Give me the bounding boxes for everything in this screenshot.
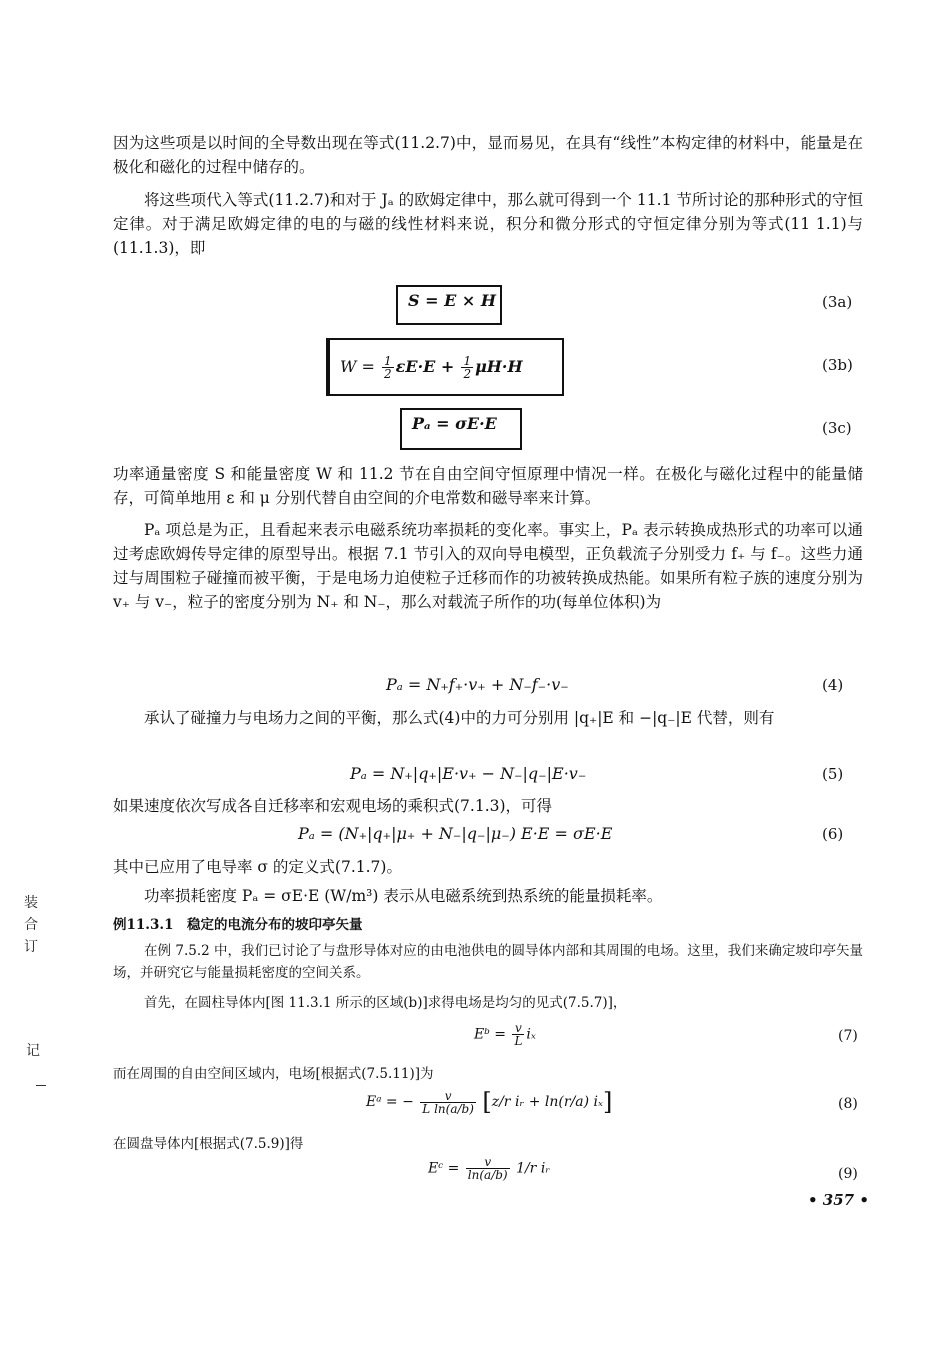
equation-8-lhs: Eᵃ = − <box>366 1094 414 1110</box>
equation-3b <box>340 354 523 381</box>
paragraph-1: 因为这些项是以时间的全导数出现在等式(11.2.7)中，显而易见，在具有“线性”本构定律的材料中，能量是在极化和磁化的过程中储存的。 <box>113 134 863 176</box>
equation-3c-box <box>400 408 522 450</box>
equation-4: Pₐ = N₊f₊·v₊ + N₋f₋·v₋ <box>386 675 569 694</box>
equation-3c: Pₐ = σE·E <box>412 414 497 433</box>
paragraph-6: 如果速度依次写成各自迁移率和宏观电场的乘积式(7.1.3)，可得 <box>113 797 553 815</box>
equation-7 <box>474 1022 536 1047</box>
equation-5: Pₐ = N₊|q₊|E·v₊ − N₋|q₋|E·v₋ <box>350 764 587 783</box>
equation-3b-box <box>326 338 564 396</box>
paragraph-5: 承认了碰撞力与电场力之间的平衡，那么式(4)中的力可分别用 |q₊|E 和 −|q₋|E 代替，则有 <box>144 709 775 727</box>
equation-3b-lhs: W = <box>340 357 375 376</box>
half-fraction-1: $\frac{1}{2}$ <box>384 354 392 381</box>
margin-note-3: 订 <box>24 939 38 955</box>
equation-3a: S = E × H <box>408 291 496 310</box>
equation-3a-box <box>396 285 502 325</box>
paragraph-3: 功率通量密度 S 和能量密度 W 和 11.2 节在自由空间守恒原理中情况一样。在极化与磁化过程中的能量储存，可简单地用 ε 和 μ 分别代替自由空间的介电常数和磁导率来计算。 <box>113 465 863 507</box>
margin-note-1: 装 <box>24 895 38 911</box>
paragraph-4: Pₐ 项总是为正，且看起来表示电磁系统功率损耗的变化率。事实上，Pₐ 表示转换成热形式的功率可以通过考虑欧姆传导定律的原型导出。根据 7.1 节引入的双向导电模型，正负载流子分别受力 f₊ 与 f₋。这些力通过与周围粒子碰撞而被平衡，于是电场力迫使粒子迁移而作的功被转换成热能。如果所有粒子族的速度分别为 v₊ 与 v₋，粒子的密度分别为 N₊ 和 N₋，那么对载流子所作的功(每单位体积)为 <box>113 521 863 611</box>
equation-3b-term2: μH·H <box>475 357 523 376</box>
example-heading: 例11.3.1 稳定的电流分布的坡印亭矢量 <box>113 917 363 933</box>
margin-note-4: 记 <box>26 1043 40 1059</box>
margin-mark <box>36 1085 46 1086</box>
paragraph-12: 在圆盘导体内[根据式(7.5.9)]得 <box>113 1136 304 1152</box>
equation-number-3b: (3b) <box>822 356 853 374</box>
paragraph-8: 功率损耗密度 Pₐ = σE·E (W/m³) 表示从电磁系统到热系统的能量损耗率。 <box>144 887 663 905</box>
equation-9 <box>428 1156 550 1181</box>
equation-9-lhs: Eᶜ = <box>428 1160 460 1177</box>
paragraph-2: 将这些项代入等式(11.2.7)和对于 Jₐ 的欧姆定律中，那么就可得到一个 11.1 节所讨论的那种形式的守恒定律。对于满足欧姆定律的电的与磁的线性材料来说，积分和微分形式的守恒定律分别为等式(11 1.1)与(11.1.3)，即 <box>113 191 863 257</box>
equation-number-7: (7) <box>838 1028 858 1044</box>
equation-8-fraction: $\frac{v}{\text{L ln(a/b)}}$ <box>422 1088 474 1116</box>
equation-number-5: (5) <box>822 765 844 783</box>
equation-3b-term1: εE·E + <box>395 357 455 376</box>
equation-number-8: (8) <box>838 1096 858 1112</box>
half-fraction-2: $\frac{1}{2}$ <box>463 354 472 381</box>
equation-number-4: (4) <box>822 676 844 694</box>
equation-7-rhs: iₓ <box>526 1026 536 1043</box>
equation-9-fraction: $\frac{v}{\ln(a/b)}$ <box>467 1155 508 1182</box>
paragraph-9: 在例 7.5.2 中，我们已讨论了与盘形导体对应的由电池供电的圆导体内部和其周围的电场。这里，我们来确定坡印亭矢量场，并研究它与能量损耗密度的空间关系。 <box>113 943 863 981</box>
equation-number-9: (9) <box>838 1166 858 1182</box>
equation-number-6: (6) <box>822 825 844 843</box>
margin-note-2: 合 <box>24 917 38 933</box>
paragraph-10: 首先，在圆柱导体内[图 11.3.1 所示的区域(b)]求得电场是均匀的见式(7.5.7)]， <box>144 995 627 1011</box>
equation-8: Eᵃ = − $\frac{v}{\text{L ln(a/b)}}$ [z/r iᵣ + ln(r/a) iₓ] <box>366 1088 613 1116</box>
page-number: • 357 • <box>808 1191 869 1209</box>
equation-6: Pₐ = (N₊|q₊|μ₊ + N₋|q₋|μ₋) E·E = σE·E <box>298 824 613 843</box>
paragraph-11: 而在周围的自由空间区域内，电场[根据式(7.5.11)]为 <box>113 1066 434 1082</box>
equation-number-3a: (3a) <box>822 293 853 311</box>
equation-7-fraction: $\frac{v}{L}$ <box>514 1021 523 1048</box>
paragraph-7: 其中已应用了电导率 σ 的定义式(7.1.7)。 <box>113 858 402 876</box>
equation-9-rhs: 1/r iᵣ <box>516 1160 551 1177</box>
equation-7-lhs: Eᵇ = <box>474 1026 506 1043</box>
equation-8-bracket-content: z/r iᵣ + ln(r/a) iₓ <box>491 1094 603 1110</box>
equation-number-3c: (3c) <box>822 419 852 437</box>
